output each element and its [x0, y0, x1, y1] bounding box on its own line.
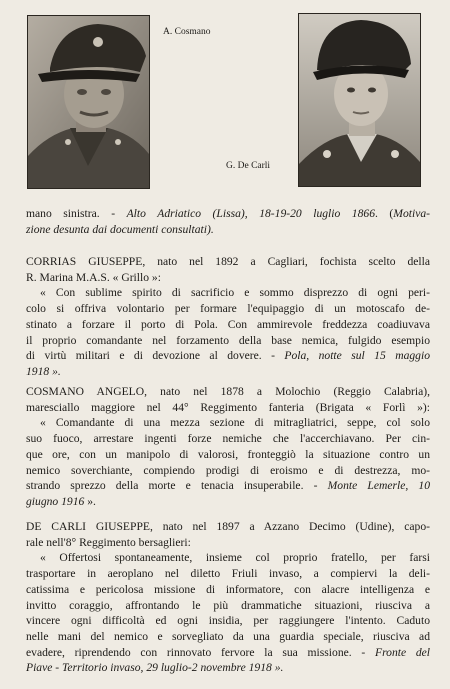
decarli-body-line-6: nelle mani del nemico e sorvegliato da una guardia speciale, riusciva ad	[26, 629, 430, 643]
corrias-heading-line-1: CORRIAS GIUSEPPE, nato nel 1892 a Cagliari, fochista scelto della	[26, 255, 431, 268]
decarli-heading-line-1: DE CARLI GIUSEPPE, nato nel 1897 a Azzano Decimo (Udine), capo-	[26, 520, 430, 533]
decarli-body-line-4: invitto coraggio, affrontando le più drammatiche situazioni, riusciva a	[26, 598, 430, 612]
cosmano-body-line-4: nemico soverchiante, compiendo prodigi di eroismo e di destrezza, mo-	[26, 463, 430, 477]
corrias-body-line-6: 1918 ».	[26, 364, 61, 378]
portrait-photo-decarli	[298, 13, 421, 187]
decarli-name: DE CARLI GIUSEPPE	[26, 520, 150, 533]
photo-caption-cosmano: A. Cosmano	[163, 27, 211, 37]
decarli-heading-line-2: rale nell'8° Reggimento bersaglieri:	[26, 535, 191, 549]
decarli-body-line-8: Piave - Territorio invaso, 29 luglio-2 novembre 1918 ».	[26, 661, 284, 675]
corrias-heading-line-2: R. Marina M.A.S. « Grillo »:	[26, 270, 161, 284]
corrias-name: CORRIAS GIUSEPPE	[26, 255, 143, 268]
corrias-body-line-4: il proprio comandante nel forzamento della base nemica, fulgido esempio	[26, 333, 430, 347]
cosmano-body-line-5: strando sprezzo della morte e tenacia insuperabile. - Monte Lemerle, 10	[26, 479, 430, 493]
intro-line-1: mano sinistra. - Alto Adriatico (Lissa), 18-19-20 luglio 1866. (Motiva-	[26, 207, 430, 220]
cosmano-body-line-3: que ore, con un manipolo di valorosi, fronteggiò la situazione contro un	[26, 447, 430, 461]
photo-caption-decarli: G. De Carli	[226, 161, 271, 171]
cosmano-body-line-6: giugno 1916 ».	[26, 494, 96, 508]
entry-decarli	[26, 519, 430, 676]
corrias-body-line-5: di virtù militari e di devozione al dovere. - Pola, notte sul 15 maggio	[26, 349, 430, 363]
cosmano-name: COSMANO ANGELO	[26, 385, 145, 398]
entry-corrias	[26, 254, 430, 380]
intro-line-2: zione desunta dai documenti consultati).	[26, 222, 214, 236]
entry-cosmano	[26, 384, 430, 510]
decarli-body-line-2: trasportare in aeroplano nel diletto Friuli invaso, a compiervi la deli-	[26, 567, 430, 581]
portrait-photo-cosmano	[27, 15, 150, 189]
cosmano-heading-line-1: COSMANO ANGELO, nato nel 1878 a Molochio (Reggio Calabria),	[26, 385, 430, 398]
cosmano-heading-line-2: maresciallo maggiore nel 44° Reggimento fanteria (Brigata « Forlì »):	[26, 400, 430, 414]
decarli-body-line-5: vincere ogni difficoltà ed ogni insidia, per raggiungere l'intento. Caduto	[26, 614, 430, 628]
decarli-body-line-7: evadere, riprendendo con rinnovato fervore la sua missione. - Fronte del	[26, 645, 431, 659]
cosmano-body-line-2: suo fuoco, arrestare ingenti forze nemiche che l'accerchiavano. Per cin-	[26, 432, 430, 446]
corrias-body-line-1: « Con sublime spirito di sacrificio e sommo disprezzo di ogni peri-	[40, 286, 430, 300]
corrias-body-line-3: stinato a forzare il porto di Pola. Con ammirevole freddezza coadiuvava	[26, 317, 430, 331]
corrias-body-line-2: colo si offriva volontario per formare l'equipaggio di un motoscafo de-	[26, 302, 430, 316]
intro-paragraph	[26, 206, 430, 237]
cosmano-body-line-1: « Comandante di una mezza sezione di mitragliatrici, seppe, col solo	[40, 416, 430, 430]
decarli-body-line-3: catissima e pericolosa missione di informatore, con alacre intelligenza e	[26, 582, 430, 596]
decarli-body-line-1: « Offertosi spontaneamente, insieme col proprio fratello, per farsi	[40, 551, 430, 565]
